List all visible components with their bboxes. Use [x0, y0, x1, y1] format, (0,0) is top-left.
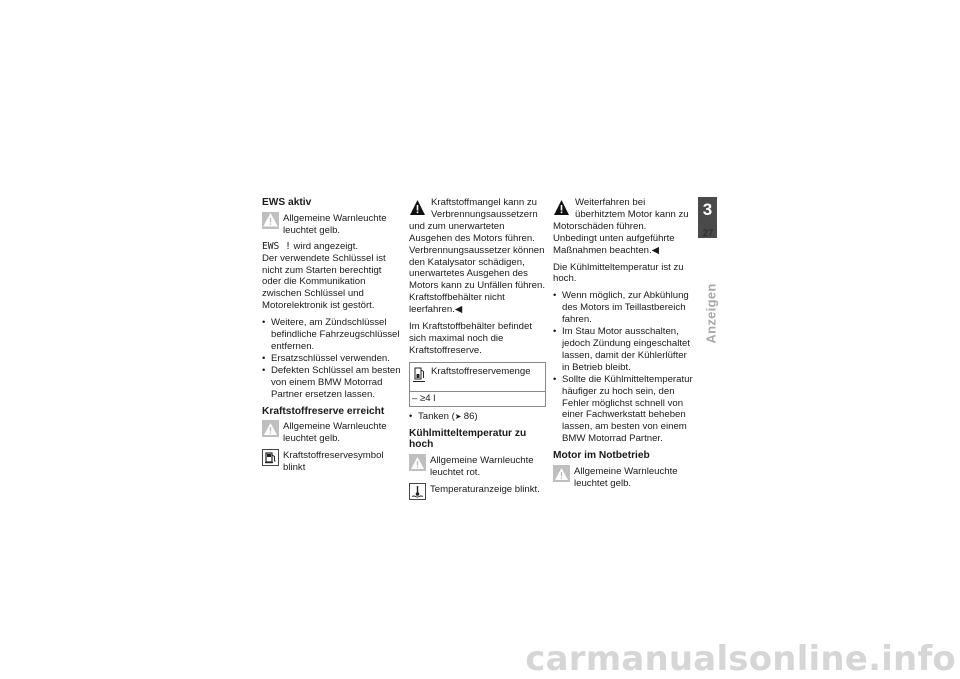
coolant-paragraph: Die Kühlmitteltemperatur ist zu hoch. — [553, 261, 684, 285]
fuel-warning-light — [262, 420, 402, 445]
fuel-warning-notice — [409, 197, 549, 316]
list-item — [409, 411, 549, 423]
heading-coolant-temp: Kühlmitteltemperatur zu hoch — [409, 427, 527, 451]
list-item: • Sollte die Kühlmitteltemperatur häufiger zu hoch sein, den Fehler möglichst schnell von einer Fachwerkstatt beheben lassen, am besten von einem BMW Motorrad Partner. — [553, 374, 693, 445]
temp-display-row — [409, 483, 549, 500]
fuel-reserve-paragraph: Im Kraftstoffbehälter befindet sich maximal noch die Kraftstoffreserve. — [409, 321, 533, 356]
overheat-warning-text: Weiterfahren bei überhitztem Motor kann zu Motorschäden führen. — [553, 197, 689, 232]
caution-icon — [553, 199, 570, 216]
heading-ews-active: EWS aktiv — [262, 197, 312, 208]
page-ref-arrow-icon: ➤ — [454, 411, 464, 421]
ews-paragraph: Der verwendete Schlüssel ist nicht zum Starten berechtigt oder die Kommunikation zwischen Schlüssel und Motorelektronik ist gestört. — [262, 252, 386, 312]
list-item: • Wenn möglich, zur Abkühlung des Motors im Teillastbereich fahren. — [553, 290, 693, 326]
warning-light-icon — [262, 212, 279, 229]
ews-warning-light — [262, 212, 402, 237]
ews-display-line — [262, 241, 402, 312]
list-item: • Im Stau Motor ausschalten, jedoch Zündung eingeschaltet lassen, damit der Kühlerlüfter in Betrieb bleibt. — [553, 326, 693, 374]
coolant-bullet-list — [553, 290, 693, 445]
column-1 — [262, 197, 402, 478]
refuel-page-ref[interactable]: 86) — [463, 410, 478, 422]
caution-icon — [409, 199, 426, 216]
list-item: • Weitere, am Zündschlüssel befindliche Fahrzeugschlüssel entfernen. — [262, 317, 402, 353]
ews-display-text: wird angezeigt. — [290, 240, 359, 252]
warning-light-icon — [409, 454, 426, 471]
temp-text: Temperaturanzeige blinkt. — [430, 484, 540, 496]
fuel-light-text: Allgemeine Warnleuchte leuchtet gelb. — [283, 421, 387, 445]
refuel-list — [409, 411, 549, 423]
fuel-warning-text: Kraftstoffmangel kann zu Verbrennungsaussetzern und zum unerwarteten Ausgehen des Motors führen. Verbrennungsaussetzer können den Katalysator schädigen, unerwartetes Ausgehen des Motors kann zu Unfällen führen. — [409, 197, 545, 292]
fuel-pump-icon — [262, 449, 279, 466]
column-2 — [409, 197, 549, 504]
warning-light-icon — [262, 420, 279, 437]
overheat-warning-text-2: Unbedingt unten aufgeführte Maßnahmen beachten.◀ — [553, 232, 675, 256]
page-number: 27 — [702, 228, 714, 239]
chapter-tab: 3 — [698, 197, 717, 238]
list-item: • Defekten Schlüssel am besten von einem BMW Motorrad Partner ersetzen lassen. — [262, 365, 402, 401]
watermark: carmanualsonline.info — [525, 639, 956, 679]
heading-emergency-mode: Motor im Notbetrieb — [553, 450, 650, 462]
table-row — [410, 363, 545, 392]
coolant-warning-light — [409, 454, 549, 479]
coolant-light-text: Allgemeine Warnleuchte leuchtet rot. — [430, 455, 534, 479]
table-value: – ≥4 l — [412, 392, 436, 404]
table-label: Kraftstoffreservemenge — [431, 365, 531, 377]
emergency-warning-light — [553, 465, 693, 490]
fuel-gauge-icon — [412, 366, 426, 388]
refuel-text: Tanken ( — [418, 410, 455, 422]
fuel-warning-text-2: Kraftstoffbehälter nicht leerfahren.◀ — [409, 292, 505, 316]
ews-light-text: Allgemeine Warnleuchte leuchtet gelb. — [283, 212, 387, 236]
column-3 — [553, 197, 693, 494]
thermometer-icon — [409, 483, 426, 500]
fuel-reserve-table — [409, 362, 546, 407]
section-label: Anzeigen — [703, 283, 719, 344]
fuel-symbol-row — [262, 449, 402, 474]
list-item: • Ersatzschlüssel verwenden. — [262, 353, 402, 365]
fuel-symbol-text: Kraftstoffreservesymbol blinkt — [283, 450, 384, 474]
warning-light-icon — [553, 465, 570, 482]
overheat-warning-notice — [553, 197, 693, 257]
heading-fuel-reserve: Kraftstoffreserve erreicht — [262, 405, 385, 417]
emergency-light-text: Allgemeine Warnleuchte leuchtet gelb. — [574, 466, 678, 489]
ews-bullet-list — [262, 317, 402, 400]
ews-display-code: EWS ! — [262, 240, 291, 252]
